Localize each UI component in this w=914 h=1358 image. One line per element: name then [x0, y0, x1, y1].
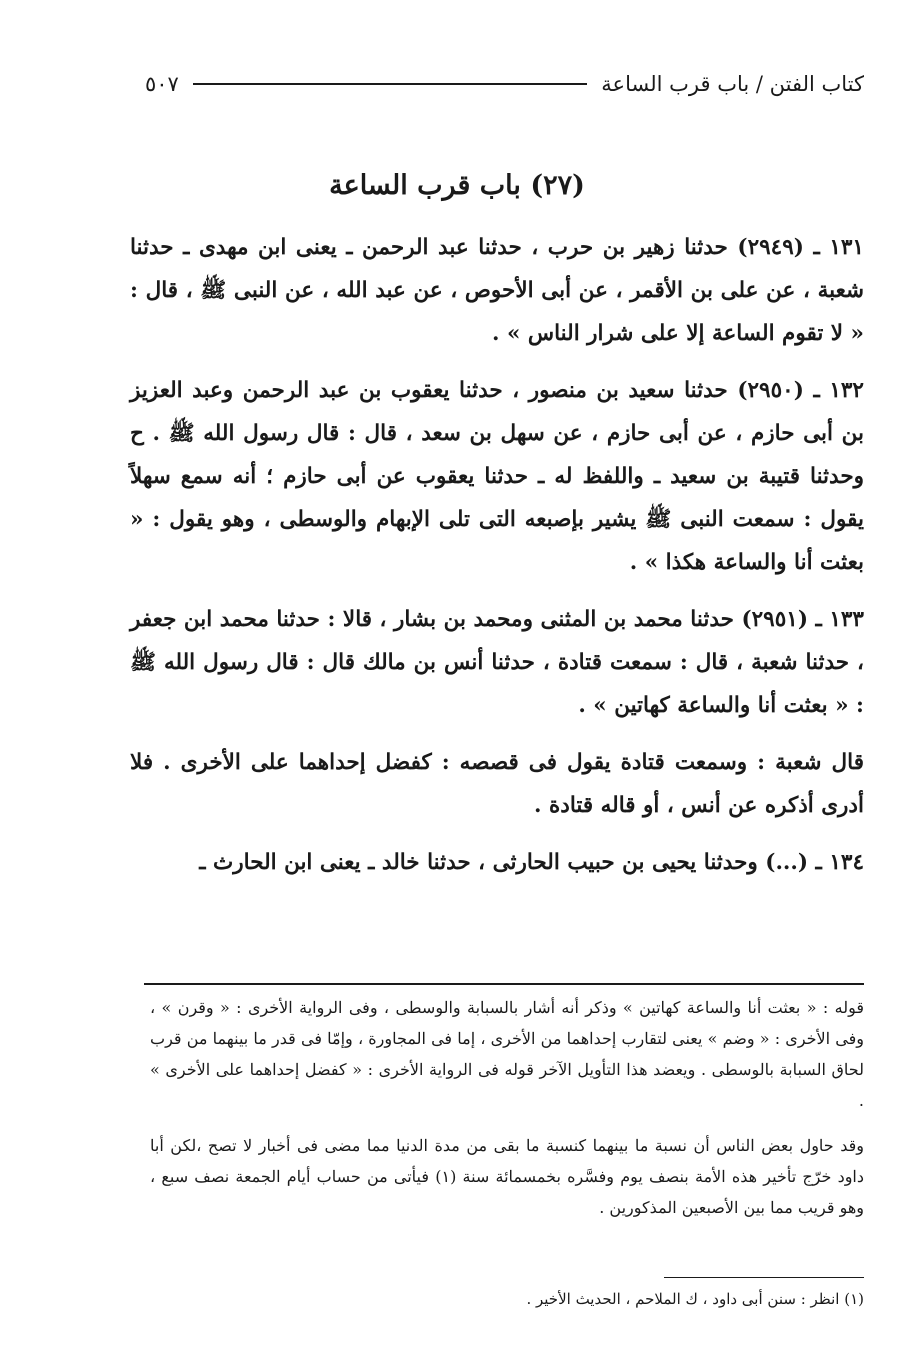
hadith-number: ١٣٣ ـ (٢٩٥١)	[741, 607, 864, 632]
hadith-paragraph	[130, 598, 864, 727]
commentary-paragraph: وقد حاول بعض الناس أن نسبة ما بينهما كنسبة ما بقى من مدة الدنيا مما مضى فى أخبار لا تصح ،لكن أبا داود خرّج تأخير هذه الأمة بنصف يوم وفسَّره بخمسمائة سنة (١) فيأتى من حساب أيام الجمعة نصف سبع ، وهو قريب مما بين الأصبعين المذكورين .	[150, 1136, 865, 1217]
hadith-paragraph	[130, 741, 864, 827]
commentary-paragraph: قوله : « بعثت أنا والساعة كهاتين » وذكر أنه أشار بالسبابة والوسطى ، وفى الرواية الأخرى : « وقرن » ، وفى الأخرى : « وضم » يعنى لتقارب إحداهما من الأخرى ، إما فى المجاورة ، وإمّا فى قدر ما بينهما من قرب لحاق السبابة بالوسطى . ويعضد هذا التأويل الآخر قوله فى الرواية الأخرى : « كفضل إحداهما على الأخرى » .	[150, 998, 865, 1110]
running-header	[145, 66, 864, 102]
hadith-number: ١٣٢ ـ (٢٩٥٠)	[737, 378, 864, 403]
hadith-body: حدثنا محمد بن المثنى ومحمد بن بشار ، قالا : حدثنا محمد ابن جعفر ، حدثنا شعبة ، قال : سمعت قتادة ، حدثنا أنس بن مالك قال : قال رسول الله ﷺ : « بعثت أنا والساعة كهاتين » .	[130, 607, 864, 718]
header-rule	[193, 83, 587, 85]
chapter-title: (٢٧) باب قرب الساعة	[329, 170, 585, 201]
hadith-number: ١٣٤ ـ (...)	[765, 850, 864, 875]
hadith-number: ١٣١ ـ (٢٩٤٩)	[737, 235, 864, 260]
header-title: كتاب الفتن / باب قرب الساعة	[601, 72, 864, 96]
hadith-paragraph	[130, 369, 864, 584]
hadith-body: حدثنا سعيد بن منصور ، حدثنا يعقوب بن عبد الرحمن وعبد العزيز بن أبى حازم ، عن أبى حازم ، عن سهل بن سعد ، قال : قال رسول الله ﷺ . ح وحدثنا قتيبة بن سعيد ـ واللفظ له ـ حدثنا يعقوب عن أبى حازم ؛ أنه سمع سهلاً يقول : سمعت النبى ﷺ يشير بإصبعه التى تلى الإبهام والوسطى ، وهو يقول : « بعثت أنا والساعة هكذا » .	[130, 378, 864, 575]
hadith-body: قال شعبة : وسمعت قتادة يقول فى قصصه : كفضل إحداهما على الأخرى . فلا أدرى أذكره عن أنس ، أو قاله قتادة .	[130, 750, 864, 818]
hadith-text-block	[130, 226, 864, 898]
commentary-block	[150, 992, 864, 1237]
page-number: ٥٠٧	[145, 72, 179, 96]
hadith-paragraph	[130, 841, 864, 884]
hadith-body: وحدثنا يحيى بن حبيب الحارثى ، حدثنا خالد ـ يعنى ابن الحارث ـ	[199, 850, 758, 875]
hadith-body: حدثنا زهير بن حرب ، حدثنا عبد الرحمن ـ يعنى ابن مهدى ـ حدثنا شعبة ، عن على بن الأقمر ، عن أبى الأحوص ، عن عبد الله ، عن النبى ﷺ ، قال : « لا تقوم الساعة إلا على شرار الناس » .	[130, 235, 864, 346]
hadith-paragraph	[130, 226, 864, 355]
commentary-divider	[144, 983, 864, 985]
footnote-divider	[664, 1277, 864, 1278]
footnote: (١) انظر : سنن أبى داود ، ك الملاحم ، الحديث الأخير .	[526, 1290, 864, 1308]
